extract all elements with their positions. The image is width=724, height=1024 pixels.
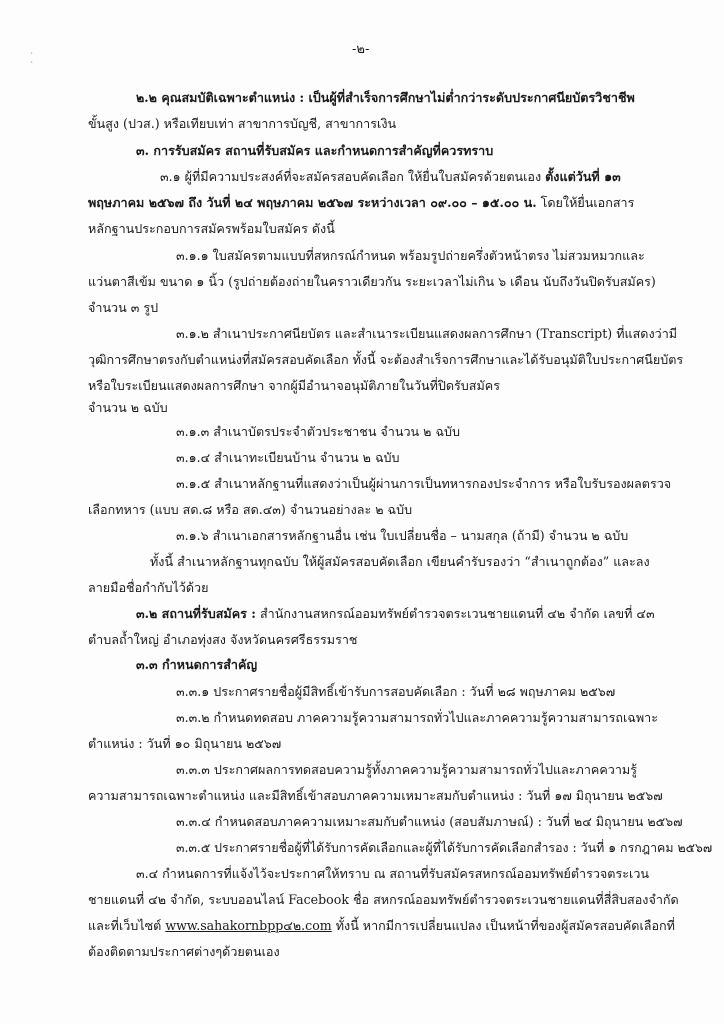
section-3-1-start-date: ตั้งแต่วันที่ ๑๓	[545, 169, 621, 184]
item-3-3-4: ๓.๓.๔ กำหนดสอบภาคความเหมาะสมกับตำแหน่ง (สอบสัมภาษณ์) : วันที่ ๒๔ มิถุนายน ๒๕๖๗	[176, 814, 683, 829]
item-3-3-3-line-2: ความสามารถเฉพาะตำแหน่ง และมีสิทธิ์เข้าสอบภาคความเหมาะสมกับตำแหน่ง : วันที่ ๑๗ มิถุนายน ๒๕๖๗	[88, 788, 663, 803]
application-period-tail: โดยให้ยื่นเอกสาร	[536, 195, 635, 210]
page-number: -๒-	[352, 42, 370, 57]
qualification-heading	[136, 90, 635, 106]
section-3-3-heading: ๓.๓ กำหนดการสำคัญ	[136, 657, 258, 672]
item-3-3-3-line-1: ๓.๓.๓ ประกาศผลการทดสอบความรู้ทั้งภาคความรู้ความสามารถทั่วไปและภาคความรู้	[176, 762, 637, 777]
item-3-1-3: ๓.๑.๓ สำเนาบัตรประจำตัวประชาชน จำนวน ๒ ฉบับ	[176, 424, 461, 439]
item-3-1-2-line-4: จำนวน ๒ ฉบับ	[88, 400, 168, 415]
scan-speck: ` `	[30, 52, 34, 70]
website-suffix: ทั้งนี้ หากมีการเปลี่ยนแปลง เป็นหน้าที่ของผู้สมัครสอบคัดเลือกที่	[331, 918, 675, 933]
qualification-label: ๒.๒ คุณสมบัติเฉพาะตำแหน่ง : เป็นผู้ที่สำเร็จการศึกษาไม่ต่ำกว่าระดับประกาศนียบัตรวิชาชีพ	[136, 90, 635, 105]
section-3-2-line-2: ตำบลถ้ำใหญ่ อำเภอทุ่งสง จังหวัดนครศรีธรรมราช	[88, 632, 358, 647]
website-prefix: และที่เว็บไซต์	[88, 918, 166, 933]
certification-note-line-1: ทั้งนี้ สำเนาหลักฐานทุกฉบับ ให้ผู้สมัครสอบคัดเลือก เขียนคำรับรองว่า “สำเนาถูกต้อง” และลง	[150, 554, 650, 569]
item-3-1-5-line-1: ๓.๑.๕ สำเนาหลักฐานที่แสดงว่าเป็นผู้ผ่านการเป็นทหารกองประจำการ หรือใบรับรองผลตรวจ	[176, 476, 672, 491]
section-3-1-line-2	[88, 195, 634, 211]
item-3-1-6: ๓.๑.๖ สำเนาเอกสารหลักฐานอื่น เช่น ใบเปลี่ยนชื่อ – นามสกุล (ถ้ามี) จำนวน ๒ ฉบับ	[176, 528, 629, 543]
section-3-4-line-2: ชายแดนที่ ๔๒ จำกัด, ระบบออนไลน์ Facebook ชื่อ สหกรณ์ออมทรัพย์ตำรวจตระเวนชายแดนที่สี่สิบสองจำกัด	[88, 892, 679, 907]
item-3-3-5: ๓.๓.๕ ประกาศรายชื่อผู้ที่ได้รับการคัดเลือกและผู้ที่ได้รับการคัดเลือกสำรอง : วันที่ ๑ กรกฎาคม ๒๕๖๗	[176, 840, 713, 855]
section-3-2-line-1	[136, 606, 655, 622]
section-3-2-text: สำนักงานสหกรณ์ออมทรัพย์ตำรวจตระเวนชายแดนที่ ๔๒ จำกัด เลขที่ ๔๓	[255, 606, 655, 621]
section-3-4-line-3	[88, 918, 675, 934]
website-link[interactable]: www.sahakornbpp๔๒.com	[165, 918, 332, 933]
item-3-1-1-line-1: ๓.๑.๑ ใบสมัครตามแบบที่สหกรณ์กำหนด พร้อมรูปถ่ายครึ่งตัวหน้าตรง ไม่สวมหมวกและ	[176, 248, 645, 263]
item-3-1-1-line-3: จำนวน ๓ รูป	[88, 300, 159, 315]
item-3-1-2-line-2: วุฒิการศึกษาตรงกับตำแหน่งที่สมัครสอบคัดเลือก ทั้งนี้ จะต้องสำเร็จการศึกษาและได้รับอนุมัติใบประกาศนียบัตร	[88, 352, 684, 367]
section-3-4-line-4: ต้องติดตามประกาศต่างๆด้วยตนเอง	[88, 944, 280, 959]
certification-note-line-2: ลายมือชื่อกำกับไว้ด้วย	[88, 580, 209, 595]
item-3-1-1-line-2: แว่นตาสีเข้ม ขนาด ๑ นิ้ว (รูปถ่ายต้องถ่ายในคราวเดียวกัน ระยะเวลาไม่เกิน ๖ เดือน นับถึงวันปิดรับสมัคร)	[88, 274, 656, 289]
item-3-3-2-line-1: ๓.๓.๒ กำหนดทดสอบ ภาคความรู้ความสามารถทั่วไปและภาคความรู้ความสามารถเฉพาะ	[176, 710, 659, 725]
application-period: พฤษภาคม ๒๕๖๗ ถึง วันที่ ๒๔ พฤษภาคม ๒๕๖๗ ระหว่างเวลา ๐๙.๐๐ – ๑๕.๐๐ น.	[88, 195, 537, 210]
item-3-1-4: ๓.๑.๔ สำเนาทะเบียนบ้าน จำนวน ๒ ฉบับ	[176, 450, 400, 465]
section-3-2-label: ๓.๒ สถานที่รับสมัคร :	[136, 606, 256, 621]
qualification-line-2: ขั้นสูง (ปวส.) หรือเทียบเท่า สาขาการบัญชี, สาขาการเงิน	[88, 116, 397, 131]
item-3-3-2-line-2: ตำแหน่ง : วันที่ ๑๐ มิถุนายน ๒๕๖๗	[88, 736, 282, 751]
item-3-1-2-line-3: หรือใบระเบียนแสดงผลการศึกษา จากผู้มีอำนาจอนุมัติภายในวันที่ปิดรับสมัคร	[88, 378, 500, 393]
item-3-1-5-line-2: เลือกทหาร (แบบ สด.๘ หรือ สด.๔๓) จำนวนอย่างละ ๒ ฉบับ	[88, 502, 413, 517]
section-3-1-line-3: หลักฐานประกอบการสมัครพร้อมใบสมัคร ดังนี้	[88, 221, 335, 236]
section-3-4-line-1: ๓.๔ กำหนดการที่แจ้งไว้จะประกาศให้ทราบ ณ สถานที่รับสมัครสหกรณ์ออมทรัพย์ตำรวจตระเวน	[136, 866, 649, 881]
item-3-3-1: ๓.๓.๑ ประกาศรายชื่อผู้มีสิทธิ์เข้ารับการสอบคัดเลือก : วันที่ ๒๘ พฤษภาคม ๒๕๖๗	[176, 684, 616, 699]
section-3-1-line-1	[160, 169, 621, 185]
section-3-heading: ๓. การรับสมัคร สถานที่รับสมัคร และกำหนดการสำคัญที่ควรทราบ	[136, 143, 494, 158]
item-3-1-2-line-1: ๓.๑.๒ สำเนาประกาศนียบัตร และสำเนาระเบียนแสดงผลการศึกษา (Transcript) ที่แสดงว่ามี	[176, 326, 678, 341]
section-3-1-text: ๓.๑ ผู้ที่มีความประสงค์ที่จะสมัครสอบคัดเลือก ให้ยื่นใบสมัครด้วยตนเอง	[160, 169, 546, 184]
